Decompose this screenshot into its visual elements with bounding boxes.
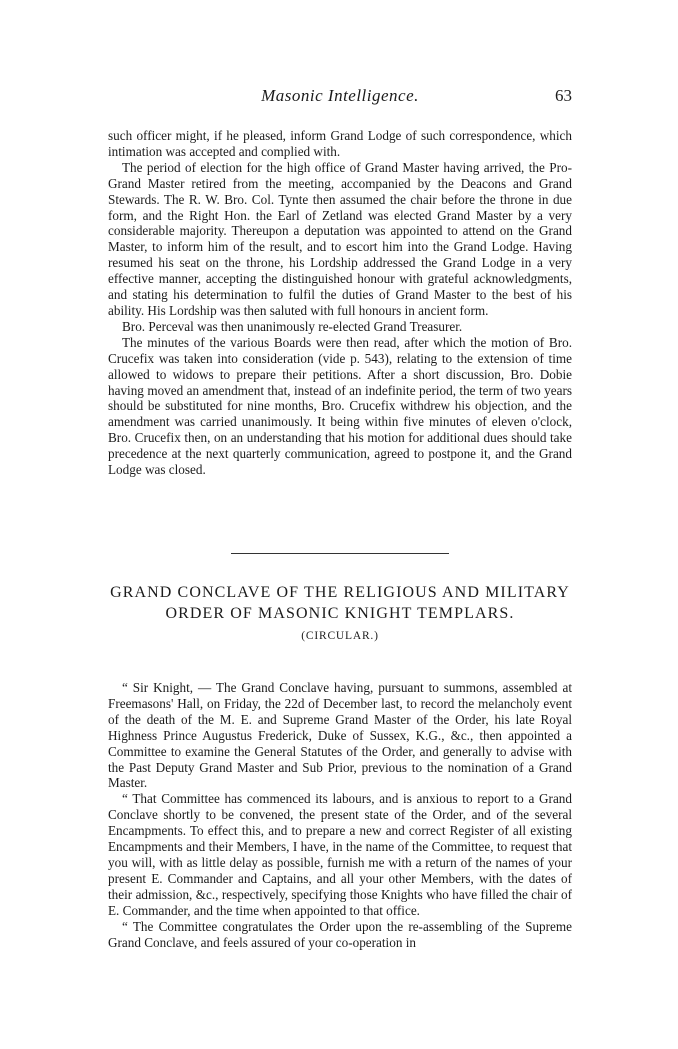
running-head — [108, 86, 572, 110]
paragraph: “ The Committee congratulates the Order upon the re-assembling of the Supreme Grand Conclave, and feels assured of your co-operation in — [108, 918, 572, 950]
paragraph: The period of election for the high office of Grand Master having arrived, the Pro-Grand Master retired from the meeting, accompanied by the Deacons and Grand Stewards. The R. W. Bro. Col. Tynte then assumed the chair before the throne in due form, and the Right Hon. the Earl of Zetland was elected Grand Master by a very considerable majority. Thereupon a deputation was appointed to attend on the Grand Master, to inform him of the result, and to escort him into the Grand Lodge. Having resumed his seat on the throne, his Lordship addressed the Grand Lodge in a very effective manner, accepting the distinguished honour with grateful acknowledgments, and stating his determination to fulfil the duties of Grand Master to the best of his ability. His Lordship was then saluted with full honours in ancient form. — [108, 159, 572, 318]
paragraph: such officer might, if he pleased, inform Grand Lodge of such correspondence, which intimation was accepted and complied with. — [108, 128, 572, 159]
page-number: 63 — [555, 86, 572, 105]
paragraph: “ That Committee has commenced its labours, and is anxious to report to a Grand Conclave shortly to be convened, the present state of the Order, and of the several Encampments. To effect this, and to prepare a new and correct Register of all existing Encampments and their Members, I have, in the name of the Committee, to request that you will, with as little delay as possible, furnish me with a return of the names of your present E. Commander and Captains, and all your other Members, with the dates of their admission, &c., respectively, specifying those Knights who have filled the chair of E. Commander, and the time when appointed to that office. — [108, 791, 572, 918]
running-title: Masonic Intelligence. — [261, 86, 419, 105]
paragraph: Bro. Perceval was then unanimously re-elected Grand Treasurer. — [122, 318, 463, 334]
section-divider — [231, 553, 449, 554]
paragraph: “ Sir Knight, — The Grand Conclave having, pursuant to summons, assembled at Freemasons' Hall, on Friday, the 22d of December last, to record the melancholy event of the death of the M. E. and Supreme Grand Master of the Order, his late Royal Highness Prince Augustus Frederick, Duke of Sussex, K.G., &c., then appointed a Committee to examine the General Statutes of the Order, and generally to advise with the Past Deputy Grand Master and Sub Prior, previous to the nomination of a Grand Master. — [108, 680, 572, 791]
paragraph: The minutes of the various Boards were then read, after which the motion of Bro. Crucefix was taken into consideration (vide p. 543), relating to the extension of time allowed to widows to prepare their petitions. After a short discussion, Bro. Dobie having moved an amendment that, instead of an indefinite period, the term of two years should be substituted for nine months, Bro. Crucefix withdrew his objection, and the amendment was carried unanimously. It being within five minutes of eleven o'clock, Bro. Crucefix then, on an understanding that his motion for additional dues should take precedence at the next quarterly communication, agreed to postpone it, and the Grand Lodge was closed. — [108, 334, 572, 478]
lodge-report-text — [108, 128, 572, 478]
section-heading-line-2: ORDER OF MASONIC KNIGHT TEMPLARS. — [165, 605, 515, 622]
circular-text — [108, 680, 572, 950]
circular-subheading: (CIRCULAR.) — [301, 630, 379, 642]
section-heading-line-1: GRAND CONCLAVE OF THE RELIGIOUS AND MILITARY — [110, 584, 570, 601]
